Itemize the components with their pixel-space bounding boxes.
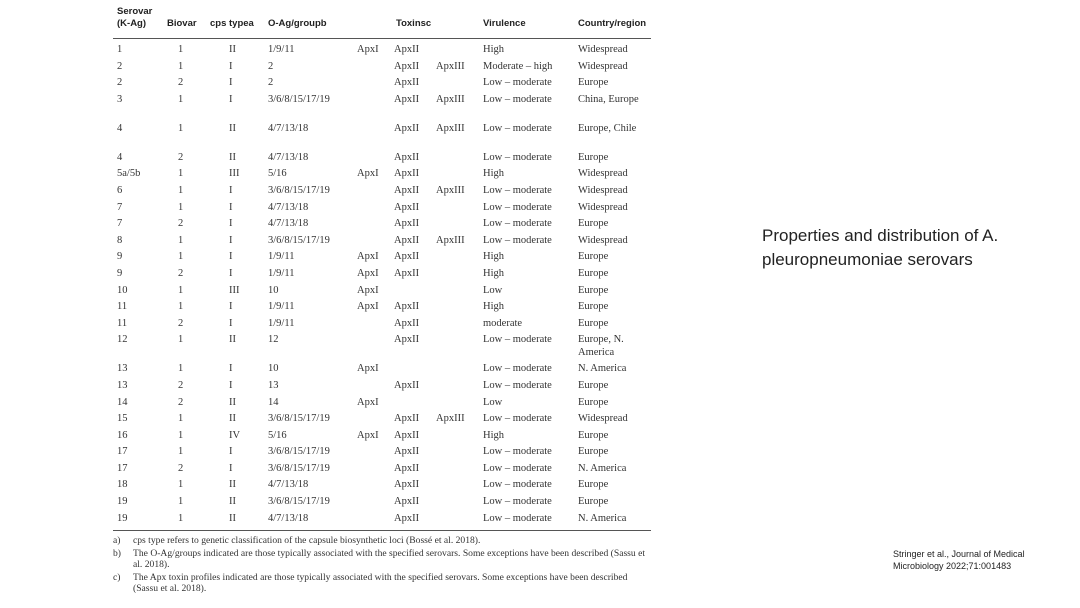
- cell-t1: ApxI: [357, 267, 379, 279]
- cell-biovar: 2: [178, 379, 184, 391]
- header-serovar: Serovar (K-Ag): [117, 6, 153, 29]
- table-row: [113, 412, 651, 429]
- cell-vir: Low – moderate: [483, 151, 552, 163]
- cell-t2: ApxII: [394, 168, 420, 180]
- cell-vir: Moderate – high: [483, 60, 553, 72]
- cell-serovar: 4: [117, 122, 123, 134]
- cell-serovar: 11: [117, 317, 128, 329]
- cell-t2: ApxII: [394, 317, 420, 329]
- cell-biovar: 1: [178, 284, 184, 296]
- cell-cps: I: [229, 301, 233, 313]
- cell-biovar: 2: [178, 462, 184, 474]
- cell-cps: III: [229, 284, 240, 296]
- cell-t2: ApxII: [394, 60, 420, 72]
- cell-biovar: 1: [178, 512, 184, 524]
- table-row: [113, 317, 651, 334]
- cell-oag: 1/9/11: [268, 44, 295, 55]
- cell-cps: I: [229, 60, 233, 72]
- cell-vir: High: [483, 301, 504, 313]
- footnote-text: The O-Ag/groups indicated are those typically associated with the specified serovars. Some exceptions have been described (Sassu et al. 2018).: [133, 547, 646, 571]
- cell-oag: 13: [268, 379, 279, 391]
- table-row: [113, 43, 651, 60]
- cell-cps: I: [229, 201, 233, 213]
- cell-t2: ApxII: [394, 151, 420, 163]
- cell-biovar: 1: [178, 334, 184, 346]
- table-row: [113, 122, 651, 151]
- cell-t1: ApxI: [357, 396, 379, 408]
- footnotes: [113, 535, 651, 595]
- cell-cps: II: [229, 396, 236, 408]
- cell-cps: II: [229, 496, 236, 508]
- cell-oag: 12: [268, 334, 279, 346]
- cell-t3: ApxIII: [436, 60, 465, 72]
- cell-ctry: N. America: [578, 462, 627, 474]
- cell-t2: ApxII: [394, 184, 420, 196]
- cell-oag: 3/6/8/15/17/19: [268, 462, 330, 474]
- cell-ctry: Europe: [578, 396, 609, 408]
- table-row: [113, 151, 651, 168]
- cell-serovar: 17: [117, 446, 128, 458]
- cell-cps: I: [229, 77, 233, 89]
- cell-serovar: 1: [117, 44, 123, 55]
- cell-cps: I: [229, 379, 233, 391]
- cell-vir: Low – moderate: [483, 93, 552, 105]
- cell-vir: High: [483, 267, 504, 279]
- table-row: [113, 217, 651, 234]
- cell-t1: ApxI: [357, 284, 379, 296]
- cell-oag: 3/6/8/15/17/19: [268, 496, 330, 508]
- table-row: [113, 184, 651, 201]
- cell-oag: 4/7/13/18: [268, 122, 309, 134]
- cell-vir: Low – moderate: [483, 218, 552, 230]
- cell-cps: I: [229, 251, 233, 263]
- cell-vir: Low – moderate: [483, 334, 552, 346]
- cell-ctry: Europe: [578, 429, 609, 441]
- cell-cps: II: [229, 512, 236, 524]
- cell-biovar: 1: [178, 44, 184, 55]
- cell-t1: ApxI: [357, 44, 379, 55]
- cell-ctry: Europe: [578, 251, 609, 263]
- cell-serovar: 7: [117, 218, 123, 230]
- cell-oag: 5/16: [268, 168, 287, 180]
- cell-biovar: 1: [178, 60, 184, 72]
- cell-serovar: 9: [117, 251, 123, 263]
- cell-biovar: 2: [178, 218, 184, 230]
- header-oag: O-Ag/groupb: [268, 18, 327, 29]
- table-row: [113, 429, 651, 446]
- cell-oag: 1/9/11: [268, 317, 295, 329]
- cell-biovar: 1: [178, 413, 184, 425]
- footnote: [113, 572, 651, 595]
- cell-vir: Low – moderate: [483, 413, 552, 425]
- cell-oag: 3/6/8/15/17/19: [268, 184, 330, 196]
- cell-t2: ApxII: [394, 234, 420, 246]
- cell-oag: 14: [268, 396, 279, 408]
- cell-serovar: 8: [117, 234, 123, 246]
- cell-cps: I: [229, 446, 233, 458]
- table-body: [113, 39, 651, 531]
- table-header: [113, 4, 651, 39]
- cell-serovar: 19: [117, 512, 128, 524]
- cell-oag: 3/6/8/15/17/19: [268, 446, 330, 458]
- table-row: [113, 76, 651, 93]
- cell-t2: ApxII: [394, 512, 420, 524]
- cell-ctry: Europe: [578, 218, 609, 230]
- cell-biovar: 1: [178, 201, 184, 213]
- cell-oag: 3/6/8/15/17/19: [268, 93, 330, 105]
- cell-t2: ApxII: [394, 218, 420, 230]
- header-country: Country/region: [578, 18, 647, 29]
- cell-ctry: Europe: [578, 284, 609, 296]
- cell-ctry: China, Europe: [578, 93, 639, 105]
- cell-serovar: 12: [117, 334, 128, 346]
- table-row: [113, 93, 651, 122]
- footnote-label: a): [113, 535, 121, 547]
- cell-t1: ApxI: [357, 251, 379, 263]
- cell-vir: Low – moderate: [483, 446, 552, 458]
- cell-vir: High: [483, 44, 504, 55]
- cell-ctry: Widespread: [578, 168, 628, 180]
- cell-oag: 1/9/11: [268, 251, 295, 263]
- cell-oag: 4/7/13/18: [268, 512, 309, 524]
- header-cps: cps typea: [210, 18, 254, 29]
- table-row: [113, 167, 651, 184]
- cell-ctry: Europe: [578, 496, 609, 508]
- cell-serovar: 5a/5b: [117, 168, 141, 180]
- cell-ctry: Widespread: [578, 234, 628, 246]
- cell-t3: ApxIII: [436, 413, 465, 425]
- cell-t2: ApxII: [394, 462, 420, 474]
- cell-serovar: 4: [117, 151, 123, 163]
- cell-vir: Low – moderate: [483, 496, 552, 508]
- cell-t2: ApxII: [394, 201, 420, 213]
- cell-ctry: Europe: [578, 446, 609, 458]
- cell-biovar: 1: [178, 446, 184, 458]
- cell-biovar: 1: [178, 251, 184, 263]
- cell-ctry: Widespread: [578, 44, 628, 55]
- cell-oag: 1/9/11: [268, 301, 295, 313]
- cell-biovar: 1: [178, 168, 184, 180]
- cell-vir: Low – moderate: [483, 379, 552, 391]
- header-biovar: Biovar: [167, 18, 197, 29]
- cell-cps: II: [229, 44, 236, 55]
- cell-oag: 4/7/13/18: [268, 479, 309, 491]
- cell-cps: II: [229, 151, 236, 163]
- cell-serovar: 11: [117, 301, 128, 313]
- cell-ctry: Europe: [578, 317, 609, 329]
- cell-vir: High: [483, 168, 504, 180]
- cell-vir: Low – moderate: [483, 462, 552, 474]
- cell-cps: I: [229, 462, 233, 474]
- cell-vir: Low: [483, 396, 503, 408]
- cell-ctry: Widespread: [578, 201, 628, 213]
- cell-t3: ApxIII: [436, 93, 465, 105]
- cell-biovar: 1: [178, 429, 184, 441]
- cell-cps: II: [229, 413, 236, 425]
- cell-t2: ApxII: [394, 122, 420, 134]
- cell-cps: I: [229, 93, 233, 105]
- cell-t2: ApxII: [394, 446, 420, 458]
- cell-cps: II: [229, 334, 236, 346]
- cell-oag: 10: [268, 363, 279, 375]
- cell-oag: 10: [268, 284, 279, 296]
- cell-oag: 2: [268, 60, 274, 72]
- cell-t2: ApxII: [394, 301, 420, 313]
- cell-oag: 3/6/8/15/17/19: [268, 234, 330, 246]
- cell-vir: High: [483, 429, 504, 441]
- cell-t2: ApxII: [394, 267, 420, 279]
- cell-ctry: Europe: [578, 77, 609, 89]
- cell-serovar: 13: [117, 379, 128, 391]
- cell-serovar: 15: [117, 413, 128, 425]
- cell-cps: II: [229, 122, 236, 134]
- cell-t1: ApxI: [357, 168, 379, 180]
- cell-t2: ApxII: [394, 77, 420, 89]
- cell-cps: III: [229, 168, 240, 180]
- cell-biovar: 1: [178, 363, 184, 375]
- cell-serovar: 2: [117, 60, 123, 72]
- table-row: [113, 362, 651, 379]
- cell-biovar: 1: [178, 496, 184, 508]
- table-row: [113, 284, 651, 301]
- cell-t2: ApxII: [394, 379, 420, 391]
- footnote-label: c): [113, 571, 121, 583]
- cell-cps: I: [229, 363, 233, 375]
- cell-ctry: N. America: [578, 363, 627, 375]
- cell-t2: ApxII: [394, 251, 420, 263]
- citation: Stringer et al., Journal of Medical Microbiology 2022;71:001483: [893, 549, 1025, 571]
- cell-biovar: 2: [178, 151, 184, 163]
- cell-ctry: Europe, Chile: [578, 122, 637, 134]
- cell-t2: ApxII: [394, 479, 420, 491]
- cell-serovar: 10: [117, 284, 128, 296]
- cell-cps: IV: [229, 429, 241, 441]
- footnote: [113, 535, 651, 547]
- cell-vir: moderate: [483, 317, 523, 329]
- cell-biovar: 1: [178, 479, 184, 491]
- table-row: [113, 250, 651, 267]
- cell-serovar: 19: [117, 496, 128, 508]
- cell-ctry: Europe: [578, 301, 609, 313]
- cell-oag: 3/6/8/15/17/19: [268, 413, 330, 425]
- cell-t1: ApxI: [357, 301, 379, 313]
- cell-cps: I: [229, 218, 233, 230]
- cell-oag: 5/16: [268, 429, 287, 441]
- cell-t2: ApxII: [394, 429, 420, 441]
- cell-vir: Low – moderate: [483, 479, 552, 491]
- cell-biovar: 1: [178, 301, 184, 313]
- table-row: [113, 234, 651, 251]
- cell-serovar: 17: [117, 462, 128, 474]
- cell-t2: ApxII: [394, 496, 420, 508]
- cell-vir: Low – moderate: [483, 234, 552, 246]
- cell-t2: ApxII: [394, 93, 420, 105]
- cell-t1: ApxI: [357, 363, 379, 375]
- cell-vir: Low – moderate: [483, 201, 552, 213]
- cell-ctry: Europe: [578, 151, 609, 163]
- cell-t2: ApxII: [394, 413, 420, 425]
- cell-serovar: 3: [117, 93, 123, 105]
- cell-cps: II: [229, 479, 236, 491]
- cell-serovar: 14: [117, 396, 128, 408]
- cell-ctry: Europe: [578, 479, 609, 491]
- cell-cps: I: [229, 184, 233, 196]
- cell-oag: 1/9/11: [268, 267, 295, 279]
- cell-vir: Low – moderate: [483, 363, 552, 375]
- cell-serovar: 18: [117, 479, 128, 491]
- table-row: [113, 267, 651, 284]
- cell-ctry: Widespread: [578, 184, 628, 196]
- header-toxins: Toxinsc: [396, 18, 432, 29]
- slide-title: Properties and distribution of A. pleuropneumoniae serovars: [762, 226, 999, 269]
- cell-vir: High: [483, 251, 504, 263]
- cell-serovar: 6: [117, 184, 123, 196]
- table-row: [113, 60, 651, 77]
- table-row: [113, 478, 651, 495]
- table-row: [113, 445, 651, 462]
- cell-vir: Low – moderate: [483, 184, 552, 196]
- cell-serovar: 9: [117, 267, 123, 279]
- cell-serovar: 16: [117, 429, 128, 441]
- cell-biovar: 2: [178, 77, 184, 89]
- cell-oag: 4/7/13/18: [268, 218, 309, 230]
- cell-t2: ApxII: [394, 44, 420, 55]
- cell-biovar: 1: [178, 93, 184, 105]
- cell-ctry: Widespread: [578, 413, 628, 425]
- cell-vir: Low – moderate: [483, 122, 552, 134]
- header-virulence: Virulence: [483, 18, 526, 29]
- footnote: [113, 548, 651, 571]
- footnote-text: The Apx toxin profiles indicated are those typically associated with the specified serovars. Some exceptions have been described (Sassu et al. 2018).: [133, 571, 628, 595]
- table-row: [113, 300, 651, 317]
- table-row: [113, 396, 651, 413]
- cell-serovar: 7: [117, 201, 123, 213]
- table-row: [113, 379, 651, 396]
- cell-oag: 2: [268, 77, 274, 89]
- cell-ctry: N. America: [578, 512, 627, 524]
- table-row: [113, 512, 651, 529]
- cell-ctry: Europe, N. America: [578, 334, 624, 359]
- cell-ctry: Europe: [578, 267, 609, 279]
- cell-t1: ApxI: [357, 429, 379, 441]
- cell-oag: 4/7/13/18: [268, 151, 309, 163]
- cell-ctry: Europe: [578, 379, 609, 391]
- serovar-table: [113, 4, 651, 596]
- cell-t3: ApxIII: [436, 122, 465, 134]
- cell-cps: I: [229, 267, 233, 279]
- cell-serovar: 13: [117, 363, 128, 375]
- cell-biovar: 2: [178, 267, 184, 279]
- table-row: [113, 333, 651, 362]
- cell-vir: Low – moderate: [483, 77, 552, 89]
- cell-biovar: 2: [178, 317, 184, 329]
- cell-t2: ApxII: [394, 334, 420, 346]
- footnote-label: b): [113, 547, 121, 559]
- cell-ctry: Widespread: [578, 60, 628, 72]
- cell-oag: 4/7/13/18: [268, 201, 309, 213]
- table-row: [113, 201, 651, 218]
- cell-vir: Low: [483, 284, 503, 296]
- cell-t3: ApxIII: [436, 184, 465, 196]
- cell-biovar: 1: [178, 234, 184, 246]
- cell-t3: ApxIII: [436, 234, 465, 246]
- cell-biovar: 2: [178, 396, 184, 408]
- cell-cps: I: [229, 317, 233, 329]
- cell-biovar: 1: [178, 122, 184, 134]
- cell-cps: I: [229, 234, 233, 246]
- footnote-text: cps type refers to genetic classification of the capsule biosynthetic loci (Bossé et al. 2018).: [133, 535, 481, 547]
- cell-biovar: 1: [178, 184, 184, 196]
- table-row: [113, 495, 651, 512]
- table-row: [113, 462, 651, 479]
- cell-serovar: 2: [117, 77, 123, 89]
- cell-vir: Low – moderate: [483, 512, 552, 524]
